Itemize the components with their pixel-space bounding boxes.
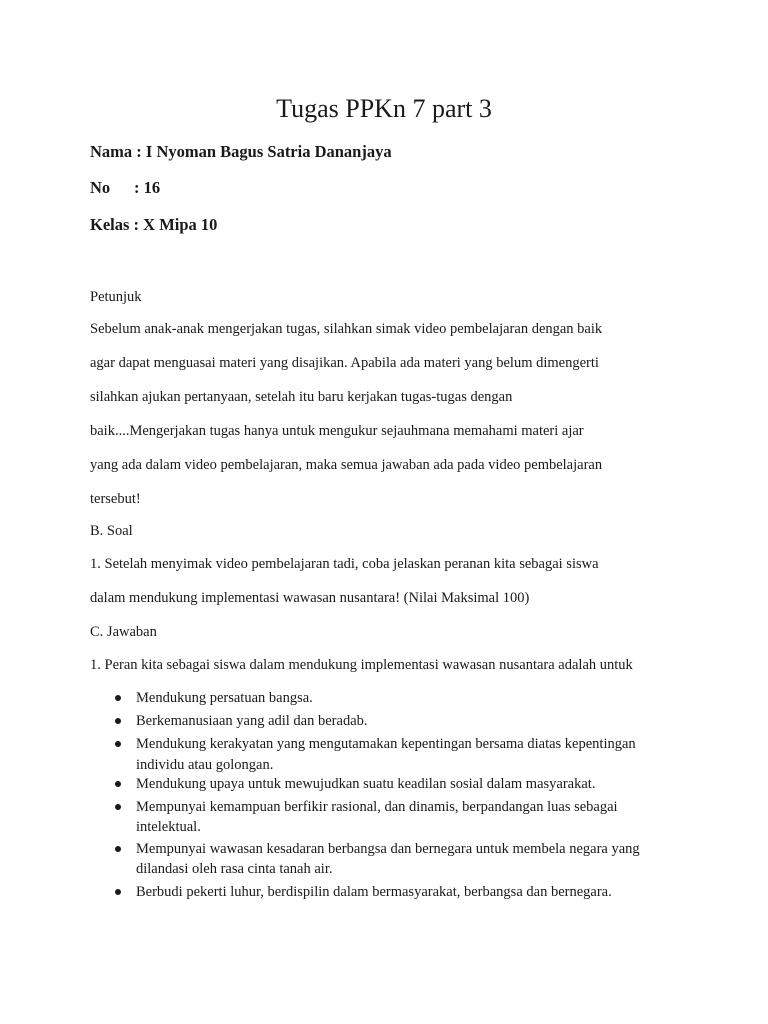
- petunjuk-line: Sebelum anak-anak mengerjakan tugas, silahkan simak video pembelajaran dengan baik: [90, 321, 603, 337]
- bullet-icon: [115, 741, 121, 747]
- list-item: Mendukung upaya untuk mewujudkan suatu keadilan sosial dalam masyarakat.: [136, 776, 596, 792]
- no-value: : 16: [134, 178, 161, 197]
- no-label: No: [90, 178, 111, 197]
- soal-line: dalam mendukung implementasi wawasan nusantara! (Nilai Maksimal 100): [90, 590, 530, 606]
- list-item-continuation: individu atau golongan.: [136, 757, 274, 773]
- list-item: Berkemanusiaan yang adil dan beradab.: [136, 713, 368, 729]
- petunjuk-line: baik....Mengerjakan tugas hanya untuk mengukur sejauhmana memahami materi ajar: [90, 423, 584, 439]
- bullet-icon: [115, 804, 121, 810]
- bullet-icon: [115, 889, 121, 895]
- nama-line: Nama : I Nyoman Bagus Satria Dananjaya: [90, 142, 392, 161]
- list-item: Mempunyai kemampuan berfikir rasional, dan dinamis, berpandangan luas sebagai: [136, 799, 618, 815]
- list-item-continuation: dilandasi oleh rasa cinta tanah air.: [136, 861, 333, 877]
- list-item: Mendukung kerakyatan yang mengutamakan kepentingan bersama diatas kepentingan: [136, 736, 636, 752]
- petunjuk-line: silahkan ajukan pertanyaan, setelah itu baru kerjakan tugas-tugas dengan: [90, 389, 513, 405]
- list-item: Mendukung persatuan bangsa.: [136, 690, 313, 706]
- petunjuk-line: agar dapat menguasai materi yang disajikan. Apabila ada materi yang belum dimengerti: [90, 355, 599, 371]
- document-title: Tugas PPKn 7 part 3: [276, 94, 492, 123]
- petunjuk-heading: Petunjuk: [90, 289, 142, 305]
- bullet-icon: [115, 718, 121, 724]
- list-item: Berbudi pekerti luhur, berdispilin dalam bermasyarakat, berbangsa dan bernegara.: [136, 884, 612, 900]
- soal-heading: B. Soal: [90, 523, 133, 539]
- kelas-line: Kelas : X Mipa 10: [90, 215, 218, 234]
- bullet-icon: [115, 781, 121, 787]
- petunjuk-line: tersebut!: [90, 491, 141, 507]
- petunjuk-line: yang ada dalam video pembelajaran, maka semua jawaban ada pada video pembelajaran: [90, 457, 603, 473]
- soal-line: 1. Setelah menyimak video pembelajaran tadi, coba jelaskan peranan kita sebagai siswa: [90, 556, 599, 572]
- list-item: Mempunyai wawasan kesadaran berbangsa dan bernegara untuk membela negara yang: [136, 841, 640, 857]
- list-item-continuation: intelektual.: [136, 819, 201, 835]
- jawaban-heading: C. Jawaban: [90, 624, 157, 640]
- bullet-icon: [115, 846, 121, 852]
- bullet-icon: [115, 695, 121, 701]
- jawaban-intro: 1. Peran kita sebagai siswa dalam mendukung implementasi wawasan nusantara adalah untuk: [90, 657, 633, 673]
